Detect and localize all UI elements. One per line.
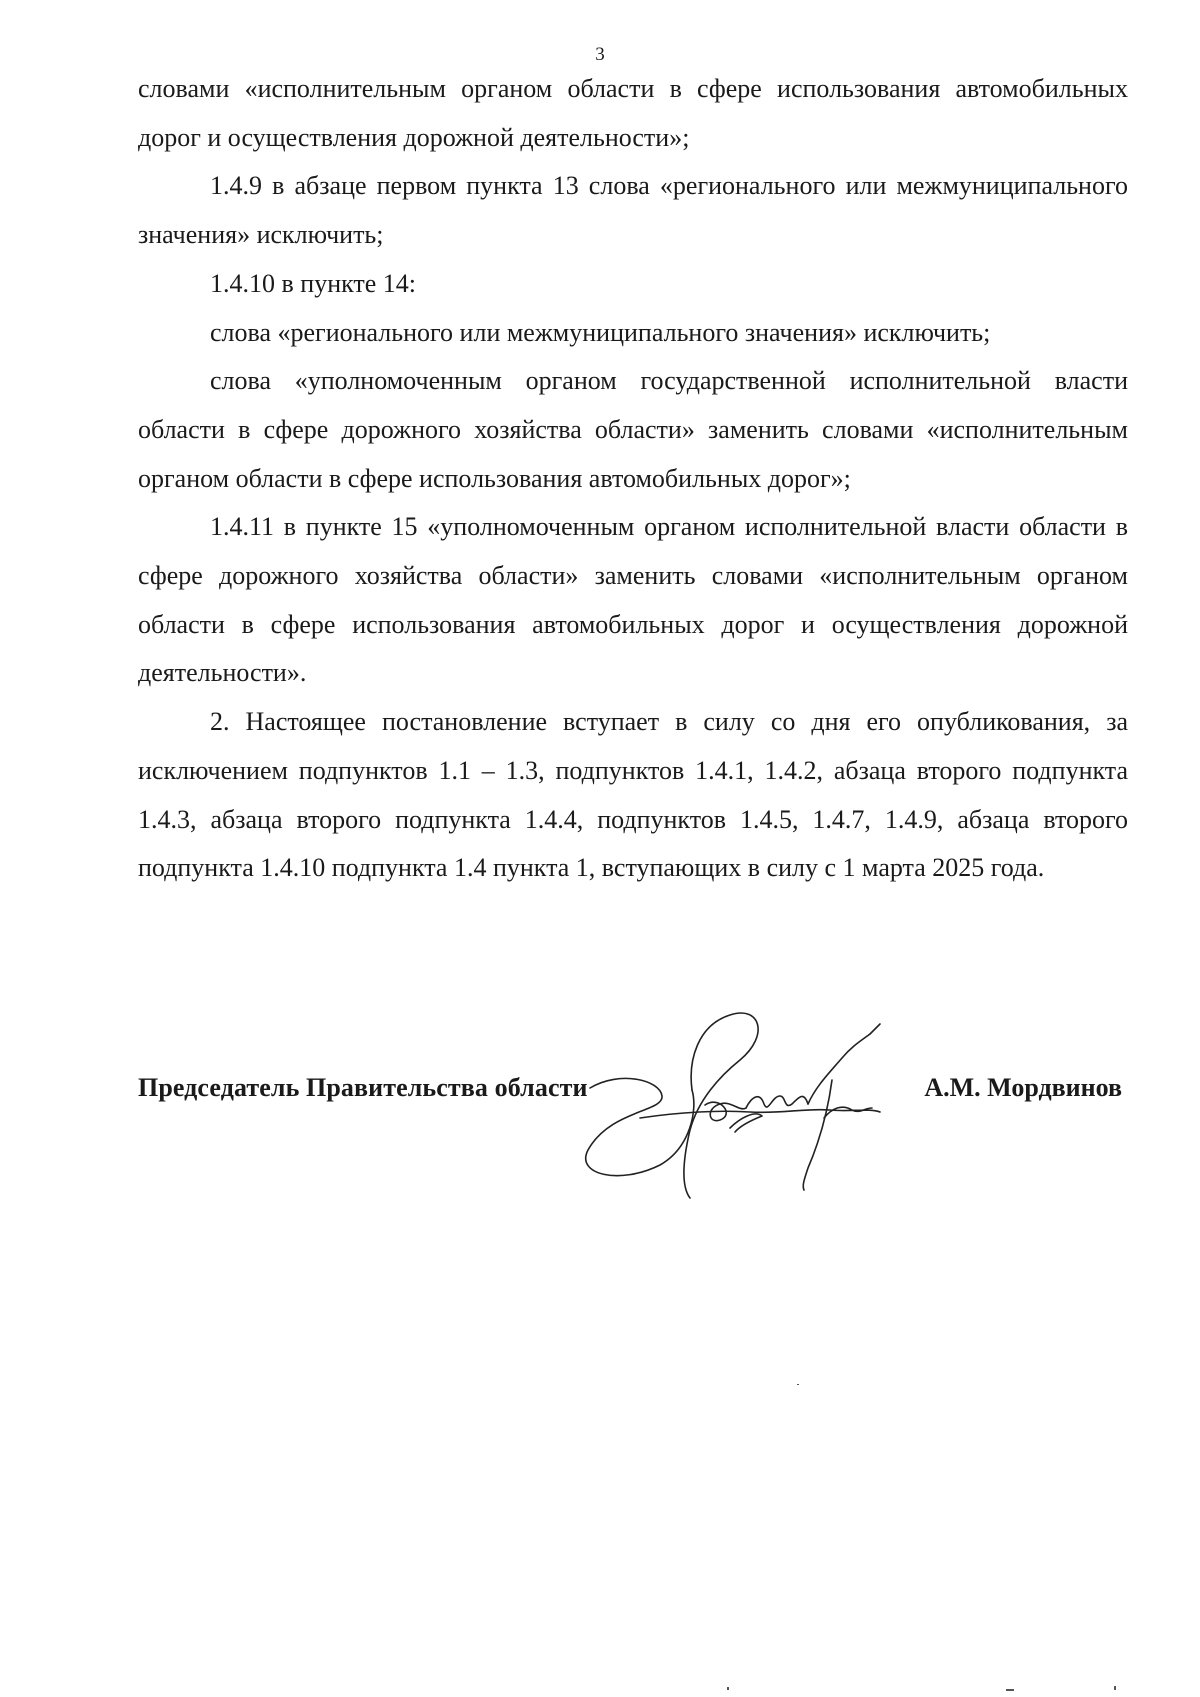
- page-number: 3: [595, 44, 605, 65]
- signatory-name: А.М. Мордвинов: [924, 1073, 1122, 1102]
- paragraph-1-4-11: 1.4.11 в пункте 15 «уполномоченным органом исполнительной власти области в сфере дорожного хозяйства области» заменить словами «исполнительным органом области в сфере использования автомобильных дорог и осуществления дорожной деятельности».: [138, 512, 1128, 688]
- document-body: [138, 65, 1128, 893]
- handwritten-signature: [580, 1000, 940, 1200]
- scan-speck: [797, 1384, 799, 1385]
- scan-speck: [1006, 1689, 1014, 1691]
- paragraph-1-4-10: 1.4.10 в пункте 14:: [210, 268, 417, 298]
- paragraph-1-4-10-words-replaced: слова «уполномоченным органом государственной исполнительной власти области в сфере дорожного хозяйства области» заменить словами «исполнительным органом области в сфере использования автомобильных дорог»;: [138, 366, 1128, 493]
- paragraph-2-effective-date: 2. Настоящее постановление вступает в силу со дня его опубликования, за исключением подпунктов 1.1 – 1.3, подпунктов 1.4.1, 1.4.2, абзаца второго подпункта 1.4.3, абзаца второго подпункта 1.4.4, подпунктов 1.4.5, 1.4.7, 1.4.9, абзаца второго подпункта 1.4.10 подпункта 1.4 пункта 1, вступающих в силу с 1 марта 2025 года.: [138, 707, 1128, 883]
- paragraph-1-4-9: 1.4.9 в абзаце первом пункта 13 слова «регионального или межмуниципального значения» исключить;: [138, 171, 1128, 250]
- paragraph-1-4-10-words-excluded: слова «регионального или межмуниципального значения» исключить;: [210, 317, 991, 347]
- signature-position-title: Председатель Правительства области: [138, 1073, 588, 1102]
- paragraph-continuation: словами «исполнительным органом области в сфере использования автомобильных дорог и осуществления дорожной деятельности»;: [138, 74, 1128, 152]
- scan-speck: [1114, 1686, 1116, 1690]
- scan-speck: [727, 1687, 729, 1690]
